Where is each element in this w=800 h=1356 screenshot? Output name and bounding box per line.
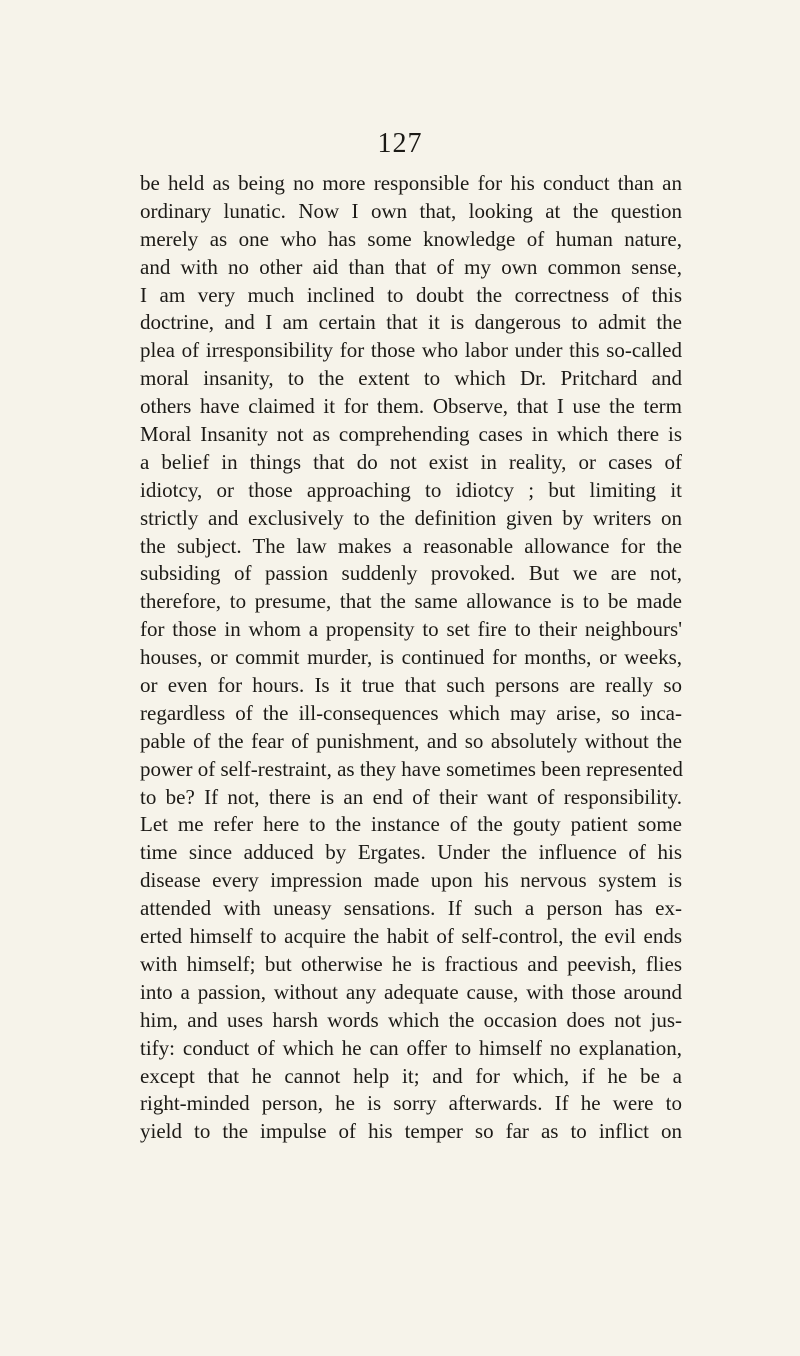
text-line: a belief in things that do not exist in reality, or cases of (140, 449, 682, 474)
text-line: right-minded person, he is sorry afterwards. If he were to (140, 1091, 682, 1116)
text-line: pable of the fear of punishment, and so absolutely without the (140, 728, 682, 753)
page-number: 127 (377, 128, 423, 159)
text-line: I am very much inclined to doubt the correctness of this (140, 282, 682, 307)
text-line: tify: conduct of which he can offer to himself no explanation, (140, 1035, 682, 1060)
text-line: therefore, to presume, that the same allowance is to be made (140, 589, 682, 614)
text-line: erted himself to acquire the habit of self-control, the evil ends (140, 924, 682, 949)
text-line: doctrine, and I am certain that it is dangerous to admit the (140, 310, 682, 335)
text-line: Moral Insanity not as comprehending cases in which there is (140, 422, 682, 447)
text-line: except that he cannot help it; and for which, if he be a (140, 1063, 682, 1088)
text-line: for those in whom a propensity to set fire to their neighbours' (140, 617, 682, 642)
text-line: idiotcy, or those approaching to idiotcy ; but limiting it (140, 477, 682, 502)
text-line: subsiding of passion suddenly provoked. But we are not, (140, 561, 682, 586)
text-line: ordinary lunatic. Now I own that, looking at the question (140, 198, 682, 223)
text-line: attended with uneasy sensations. If such a person has ex- (140, 896, 682, 921)
text-line: others have claimed it for them. Observe, that I use the term (140, 394, 682, 419)
text-line: or even for hours. Is it true that such persons are really so (140, 673, 682, 698)
text-line: regardless of the ill-consequences which may arise, so inca- (140, 700, 682, 725)
text-line: him, and uses harsh words which the occasion does not jus- (140, 1007, 682, 1032)
text-line: into a passion, without any adequate cause, with those around (140, 979, 682, 1004)
text-line: Let me refer here to the instance of the gouty patient some (140, 812, 682, 837)
text-line: power of self-restraint, as they have sometimes been represented (140, 756, 683, 781)
text-line: to be? If not, there is an end of their want of responsibility. (140, 784, 682, 809)
text-line: moral insanity, to the extent to which Dr. Pritchard and (140, 366, 682, 391)
text-line: disease every impression made upon his nervous system is (140, 868, 682, 893)
body-text (140, 170, 682, 1146)
text-line: merely as one who has some knowledge of human nature, (140, 226, 682, 251)
text-line: be held as being no more responsible for his conduct than an (140, 171, 682, 195)
text-line: time since adduced by Ergates. Under the influence of his (140, 840, 682, 865)
text-line: strictly and exclusively to the definition given by writers on (140, 505, 682, 530)
text-line: and with no other aid than that of my own common sense, (140, 254, 682, 279)
text-line: plea of irresponsibility for those who labor under this so-called (140, 338, 682, 363)
text-line: with himself; but otherwise he is fractious and peevish, flies (140, 951, 682, 976)
text-line: the subject. The law makes a reasonable allowance for the (140, 533, 682, 558)
text-line: houses, or commit murder, is continued for months, or weeks, (140, 645, 682, 670)
text-line: yield to the impulse of his temper so far as to inflict on (140, 1119, 682, 1144)
